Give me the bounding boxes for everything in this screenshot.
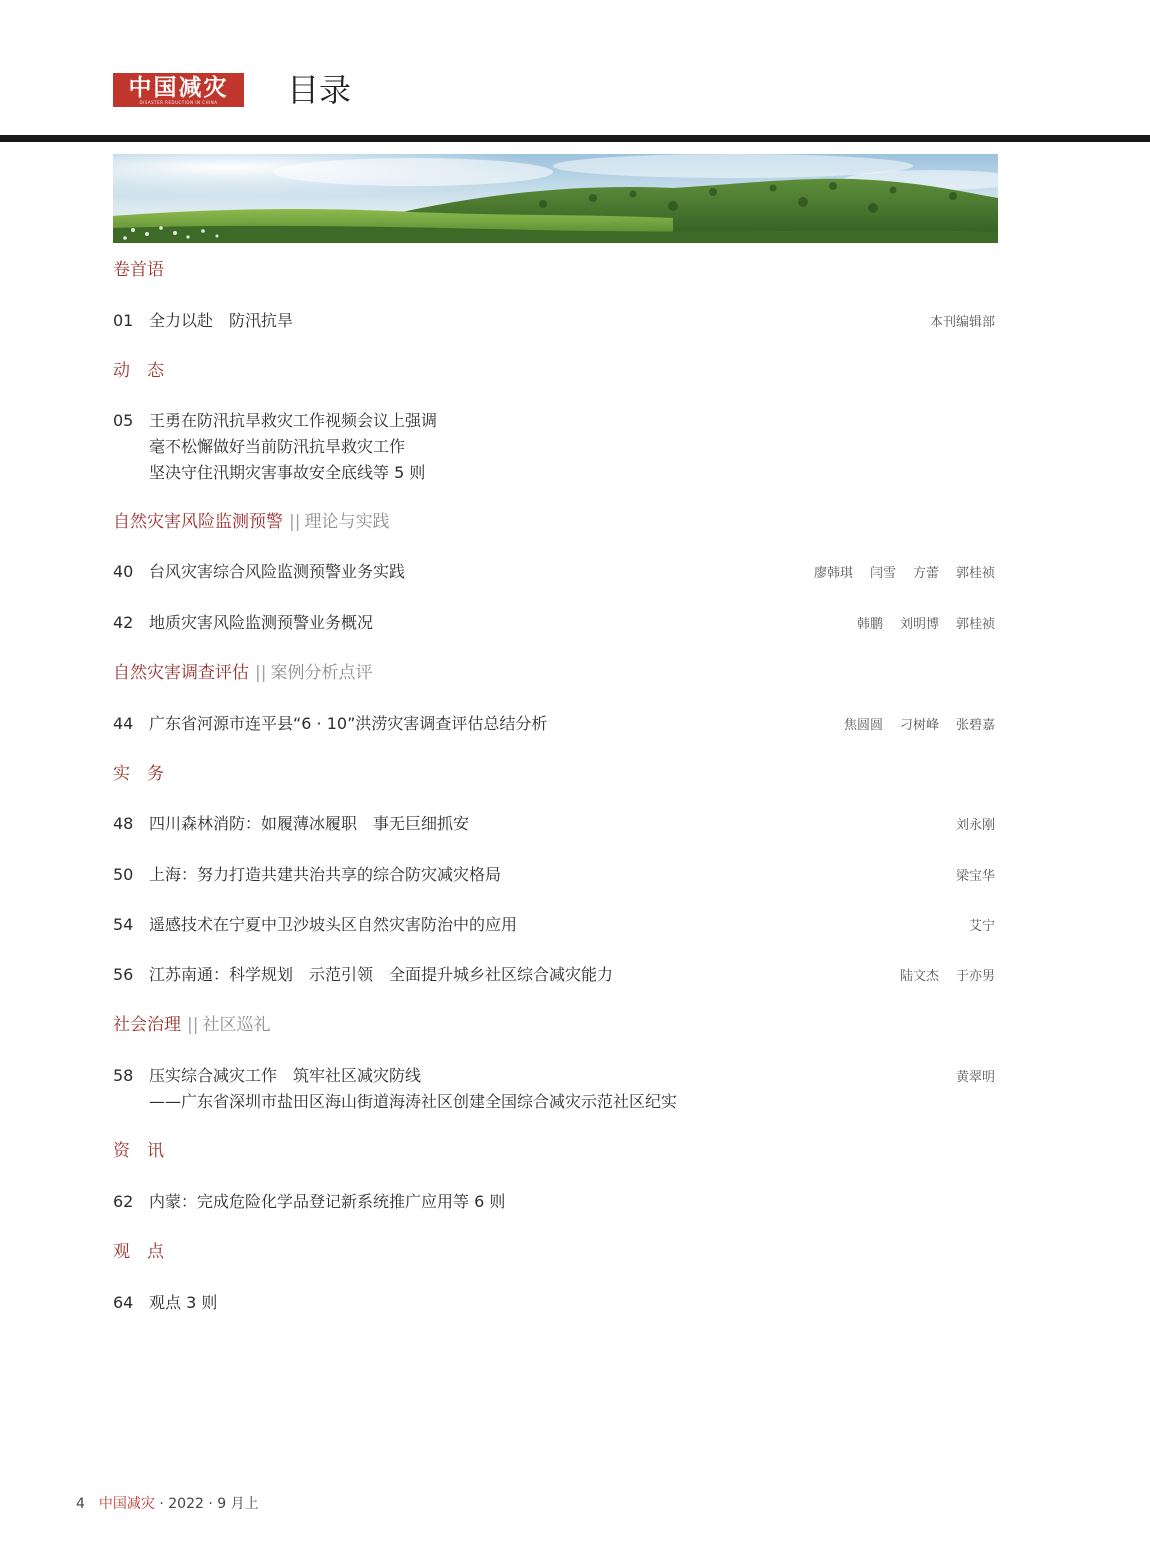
section-title: 实 务 — [113, 764, 164, 784]
section-subtitle: 理论与实践 — [304, 512, 390, 532]
author-name: 刘永刚 — [955, 818, 995, 833]
section-title: 资 讯 — [113, 1141, 164, 1161]
entry-title: 遥感技术在宁夏中卫沙坡头区自然灾害防治中的应用 — [149, 915, 518, 934]
entry-page-number: 01 — [113, 311, 134, 330]
author-name: 陆文杰 — [899, 969, 939, 984]
author-name: 焦圆圆 — [843, 718, 883, 733]
entry-page-number: 54 — [113, 915, 134, 934]
section-heading — [113, 511, 389, 533]
footer-page-number: 4 — [76, 1496, 85, 1512]
section-heading — [113, 259, 164, 281]
section-heading — [113, 763, 164, 785]
page-title: 目录 — [287, 71, 352, 109]
entry-title: 王勇在防汛抗旱救灾工作视频会议上强调 — [149, 411, 438, 430]
banner-landscape-image — [113, 154, 998, 243]
entry-title: 地质灾害风险监测预警业务概况 — [149, 613, 374, 632]
logo-subtext: DISASTER REDUCTION IN CHINA — [139, 99, 218, 105]
section-title: 自然灾害风险监测预警 — [113, 512, 283, 532]
section-title: 动 态 — [113, 361, 164, 381]
entry-title-line: 坚决守住汛期灾害事故安全底线等 5 则 — [149, 463, 426, 482]
entry-page-number: 50 — [113, 865, 134, 884]
entry-authors — [969, 914, 995, 940]
section-subtitle: 案例分析点评 — [270, 663, 373, 683]
entry-page-number: 44 — [113, 714, 134, 733]
entry-page-number: 40 — [113, 562, 134, 581]
entry-title: 观点 3 则 — [149, 1293, 218, 1312]
entry-page-number: 56 — [113, 965, 134, 984]
footer-issue: · 2022 · 9 月上 — [154, 1496, 259, 1512]
author-name: 刘明博 — [899, 617, 939, 632]
entry-authors — [857, 612, 995, 638]
entry-authors — [814, 561, 995, 587]
entry-title: 压实综合减灾工作 筑牢社区减灾防线 — [149, 1066, 422, 1085]
entry-authors — [900, 964, 995, 990]
entry-title: 上海：努力打造共建共治共享的综合防灾减灾格局 — [149, 865, 502, 884]
author-name: 郭桂祯 — [955, 617, 995, 632]
author-name: 郭桂祯 — [955, 566, 995, 581]
entry-authors — [844, 713, 995, 739]
entry-authors — [930, 310, 995, 336]
section-heading — [113, 1014, 270, 1036]
entry-title: 四川森林消防：如履薄冰履职 事无巨细抓安 — [149, 814, 470, 833]
section-subtitle: 社区巡礼 — [202, 1015, 271, 1035]
section-heading — [113, 1241, 164, 1263]
author-name: 梁宝华 — [955, 869, 995, 884]
page-footer — [76, 1493, 259, 1513]
entry-page-number: 58 — [113, 1066, 134, 1085]
author-name: 闫雪 — [869, 566, 896, 581]
entry-title: 内蒙：完成危险化学品登记新系统推广应用等 6 则 — [149, 1192, 506, 1211]
logo-text: 中国减灾 — [128, 74, 229, 101]
section-heading — [113, 1140, 164, 1162]
section-separator: || — [187, 1015, 199, 1035]
entry-title: 江苏南通：科学规划 示范引领 全面提升城乡社区综合减灾能力 — [149, 965, 614, 984]
entry-authors — [956, 813, 995, 839]
entry-page-number: 05 — [113, 411, 134, 430]
entry-title: 广东省河源市连平县“6 · 10”洪涝灾害调查评估总结分析 — [149, 714, 548, 733]
entry-page-number: 42 — [113, 613, 134, 632]
section-title: 观 点 — [113, 1242, 164, 1262]
entry-title: 全力以赴 防汛抗旱 — [149, 311, 294, 330]
author-name: 刁树峰 — [899, 718, 939, 733]
magazine-logo — [113, 73, 244, 107]
author-name: 黄翠明 — [955, 1070, 995, 1085]
author-name: 于亦男 — [955, 969, 995, 984]
header-divider — [0, 135, 1150, 142]
entry-page-number: 62 — [113, 1192, 134, 1211]
author-name: 艾宁 — [968, 919, 995, 934]
entry-authors — [956, 1065, 995, 1091]
section-heading — [113, 360, 164, 382]
author-name: 张碧嘉 — [955, 718, 995, 733]
footer-magazine-name: 中国减灾 — [98, 1496, 155, 1512]
author-name: 本刊编辑部 — [929, 315, 995, 330]
section-title: 社会治理 — [113, 1015, 181, 1035]
entry-page-number: 48 — [113, 814, 134, 833]
entry-title: 台风灾害综合风险监测预警业务实践 — [149, 562, 406, 581]
entry-title-line: 毫不松懈做好当前防汛抗旱救灾工作 — [149, 437, 406, 456]
section-heading — [113, 662, 372, 684]
entry-subtitle: ——广东省深圳市盐田区海山街道海涛社区创建全国综合减灾示范社区纪实 — [149, 1092, 678, 1111]
section-title: 卷首语 — [113, 260, 164, 280]
section-separator: || — [255, 663, 267, 683]
entry-page-number: 64 — [113, 1293, 134, 1312]
entry-authors — [956, 864, 995, 890]
section-separator: || — [289, 512, 301, 532]
section-title: 自然灾害调查评估 — [113, 663, 249, 683]
author-name: 韩鹏 — [856, 617, 883, 632]
banner-landscape-illustration — [113, 154, 998, 243]
author-name: 廖韩琪 — [813, 566, 853, 581]
author-name: 方蕾 — [912, 566, 939, 581]
